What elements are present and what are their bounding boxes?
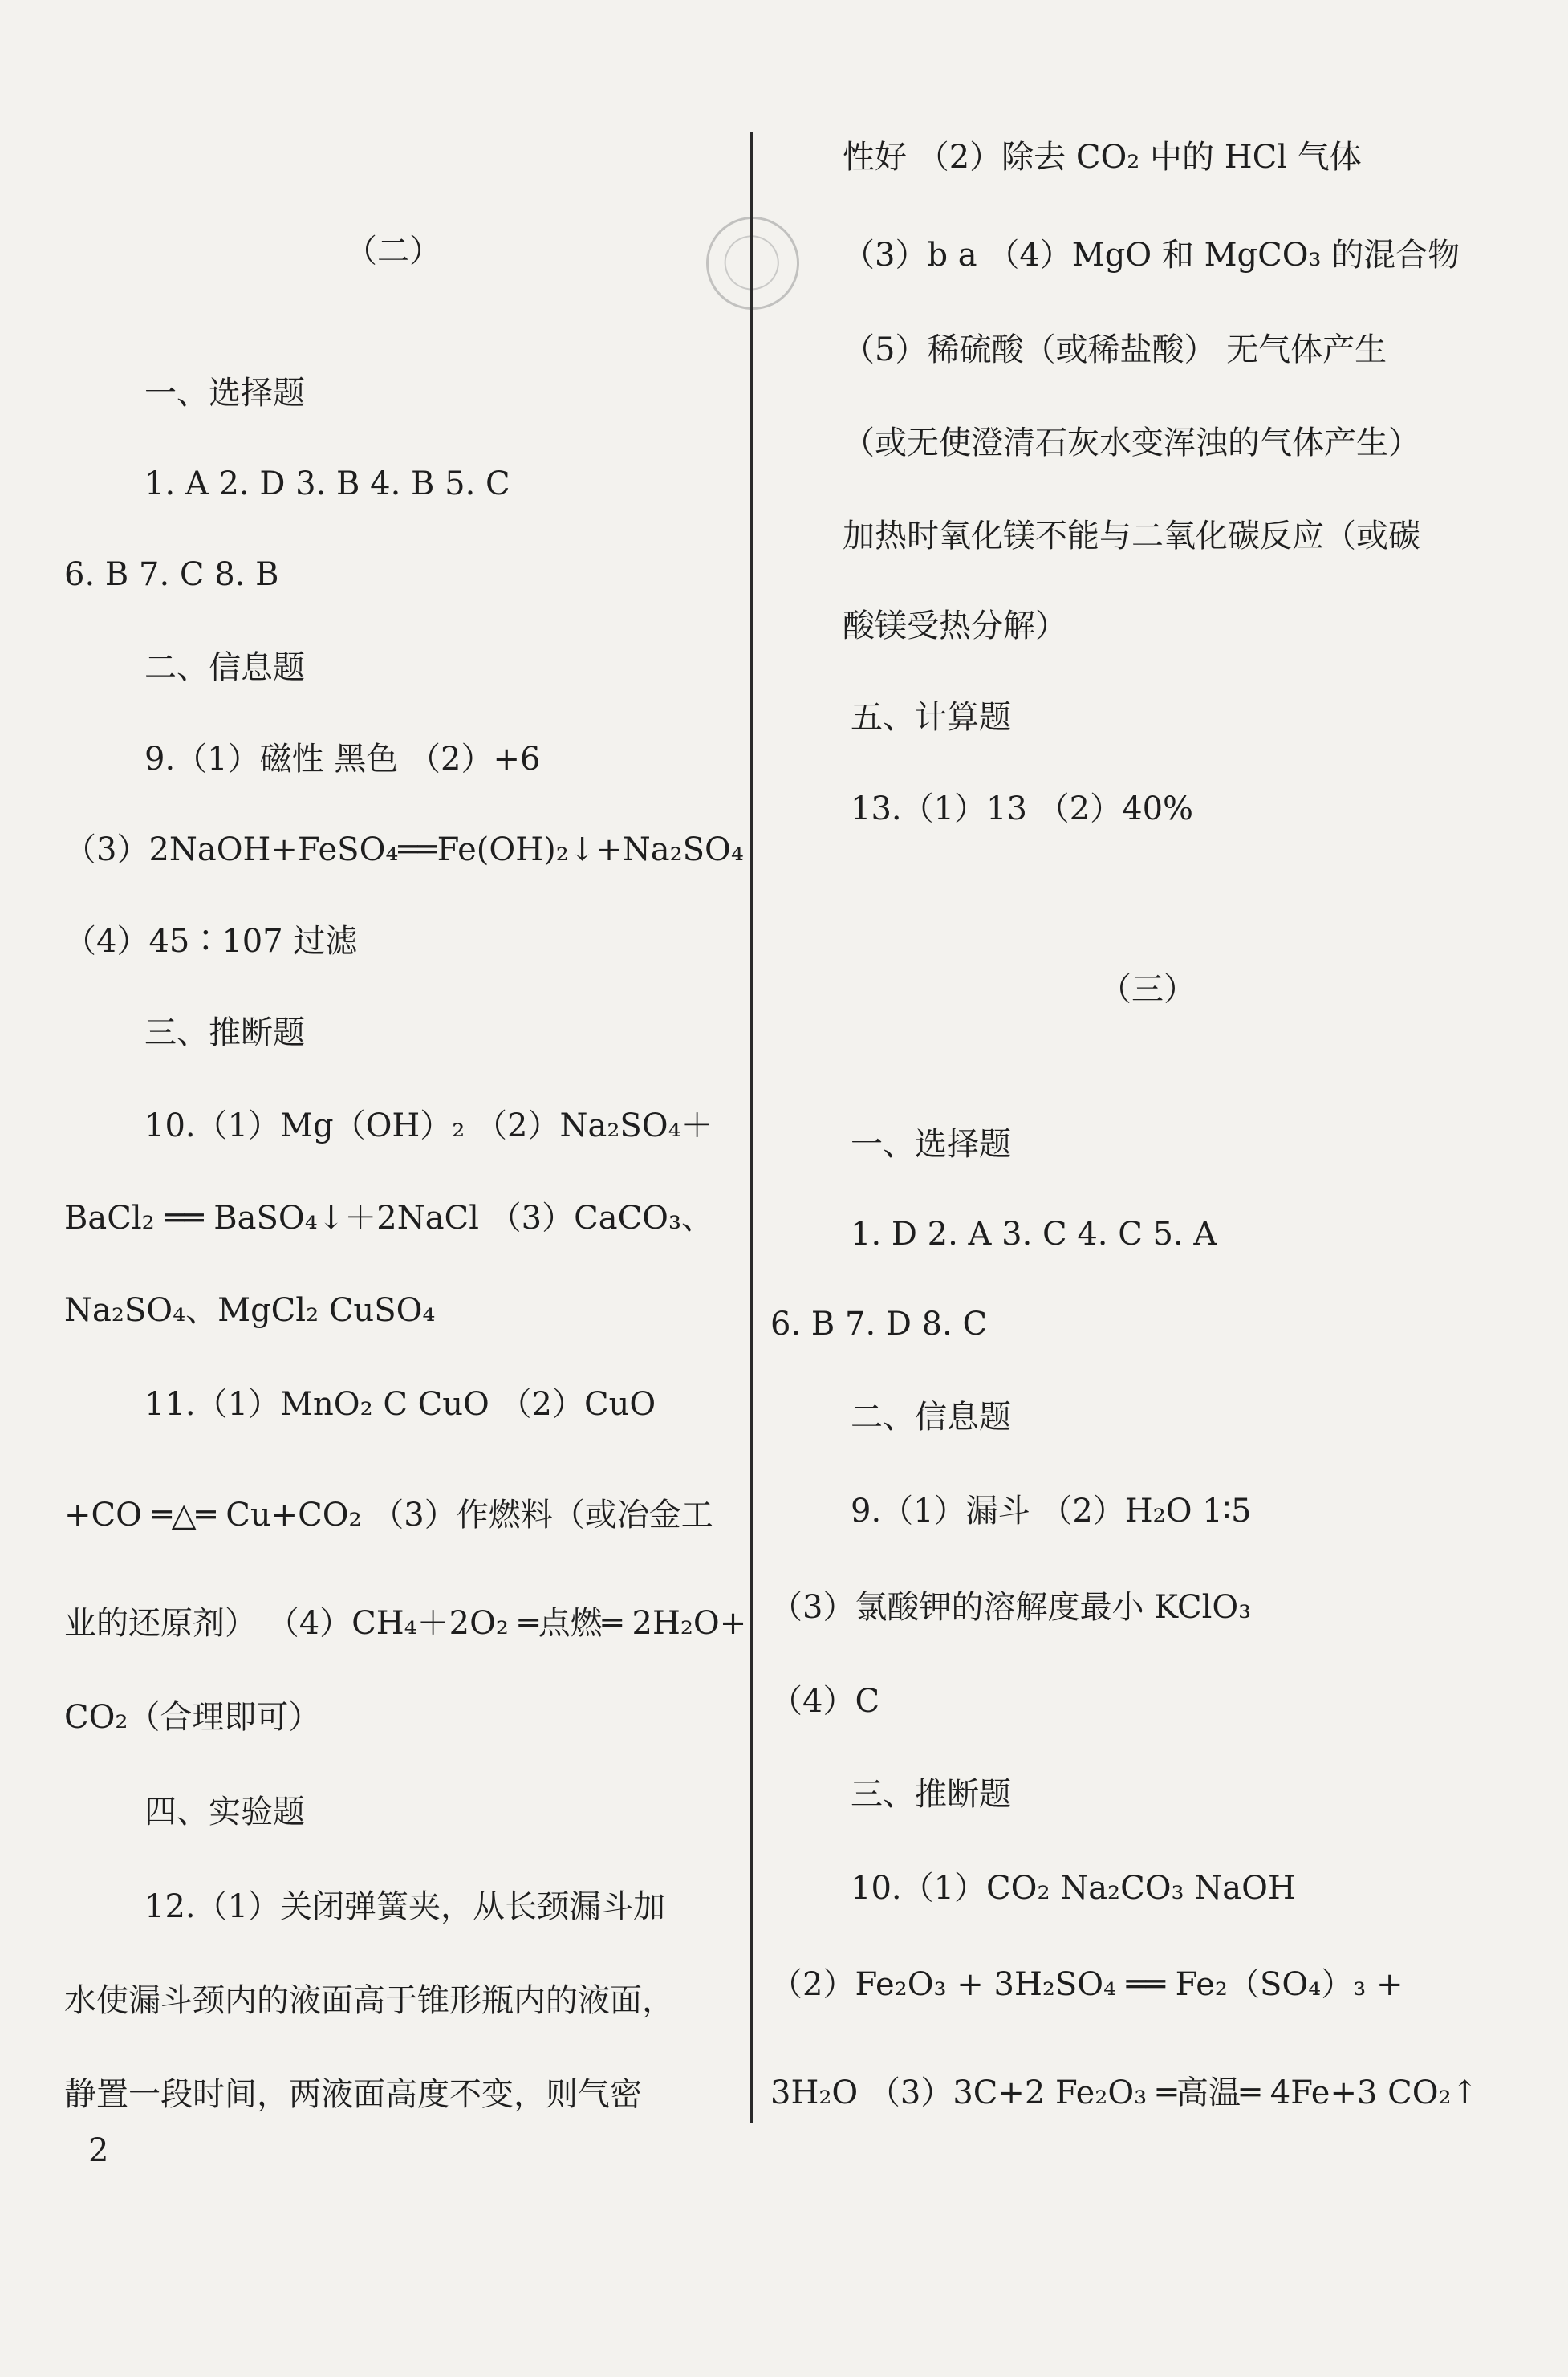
- answer-line: 性好 （2）除去 CO₂ 中的 HCl 气体: [843, 139, 1362, 176]
- answer-line: 加热时氧化镁不能与二氧化碳反应（或碳: [843, 518, 1420, 555]
- answer-line: 水使漏斗颈内的液面高于锥形瓶内的液面，: [64, 1982, 674, 2019]
- subsection-heading: 二、信息题: [851, 1399, 1011, 1436]
- answer-line: 酸镁受热分解）: [843, 607, 1067, 644]
- answer-line: 6. B 7. D 8. C: [770, 1306, 988, 1343]
- answer-line: 10.（1）Mg（OH）₂ （2）Na₂SO₄＋: [144, 1107, 713, 1144]
- column-divider: [750, 132, 753, 2123]
- answer-line: 业的还原剂） （4）CH₄＋2O₂ ═点燃═ 2H₂O+: [64, 1605, 747, 1642]
- subsection-heading: 二、信息题: [144, 649, 305, 686]
- answer-line: 1. D 2. A 3. C 4. C 5. A: [851, 1216, 1217, 1253]
- answer-line: 12.（1）关闭弹簧夹，从长颈漏斗加: [144, 1888, 666, 1925]
- answer-line: 11.（1）MnO₂ C CuO （2）CuO: [144, 1386, 656, 1423]
- answer-line: 13.（1）13 （2）40%: [851, 790, 1194, 827]
- page-number: 2: [88, 2132, 109, 2169]
- answer-line: （3）b a （4）MgO 和 MgCO₃ 的混合物: [843, 237, 1460, 274]
- answer-line: 9.（1）磁性 黑色 （2）+6: [144, 741, 541, 778]
- answer-line: 10.（1）CO₂ Na₂CO₃ NaOH: [851, 1870, 1296, 1907]
- answer-line: BaCl₂ ══ BaSO₄↓＋2NaCl （3）CaCO₃、: [64, 1200, 714, 1237]
- subsection-heading: 三、推断题: [851, 1776, 1011, 1813]
- answer-line: 9.（1）漏斗 （2）H₂O 1∶5: [851, 1493, 1252, 1530]
- answer-line: （5）稀硫酸（或稀盐酸） 无气体产生: [843, 331, 1387, 368]
- subsection-heading: 一、选择题: [851, 1126, 1011, 1163]
- answer-line: CO₂（合理即可）: [64, 1699, 321, 1736]
- subsection-heading: 五、计算题: [851, 699, 1011, 736]
- answer-line: +CO ═△═ Cu+CO₂ （3）作燃料（或冶金工: [64, 1497, 713, 1534]
- section-heading: （二）: [345, 233, 441, 270]
- answer-line: （4）C: [770, 1683, 880, 1720]
- answer-line: Na₂SO₄、MgCl₂ CuSO₄: [64, 1292, 436, 1329]
- answer-line: （2）Fe₂O₃ + 3H₂SO₄ ══ Fe₂（SO₄）₃ +: [770, 1966, 1403, 2003]
- answer-line: （或无使澄清石灰水变浑浊的气体产生）: [843, 425, 1420, 461]
- answer-line: 6. B 7. C 8. B: [64, 556, 279, 593]
- answer-line: （3）氯酸钾的溶解度最小 KClO₃: [770, 1589, 1252, 1626]
- section-heading: （三）: [1099, 971, 1196, 1008]
- answer-line: 1. A 2. D 3. B 4. B 5. C: [144, 465, 510, 502]
- subsection-heading: 一、选择题: [144, 375, 305, 412]
- answer-line: （4）45∶107 过滤: [64, 923, 358, 960]
- answer-line: （3）2NaOH+FeSO₄══Fe(OH)₂↓+Na₂SO₄: [64, 831, 744, 868]
- subsection-heading: 三、推断题: [144, 1014, 305, 1051]
- answer-line: 静置一段时间，两液面高度不变，则气密: [64, 2076, 642, 2113]
- subsection-heading: 四、实验题: [144, 1794, 305, 1830]
- answer-line: 3H₂O （3）3C+2 Fe₂O₃ ═高温═ 4Fe+3 CO₂↑: [770, 2074, 1479, 2111]
